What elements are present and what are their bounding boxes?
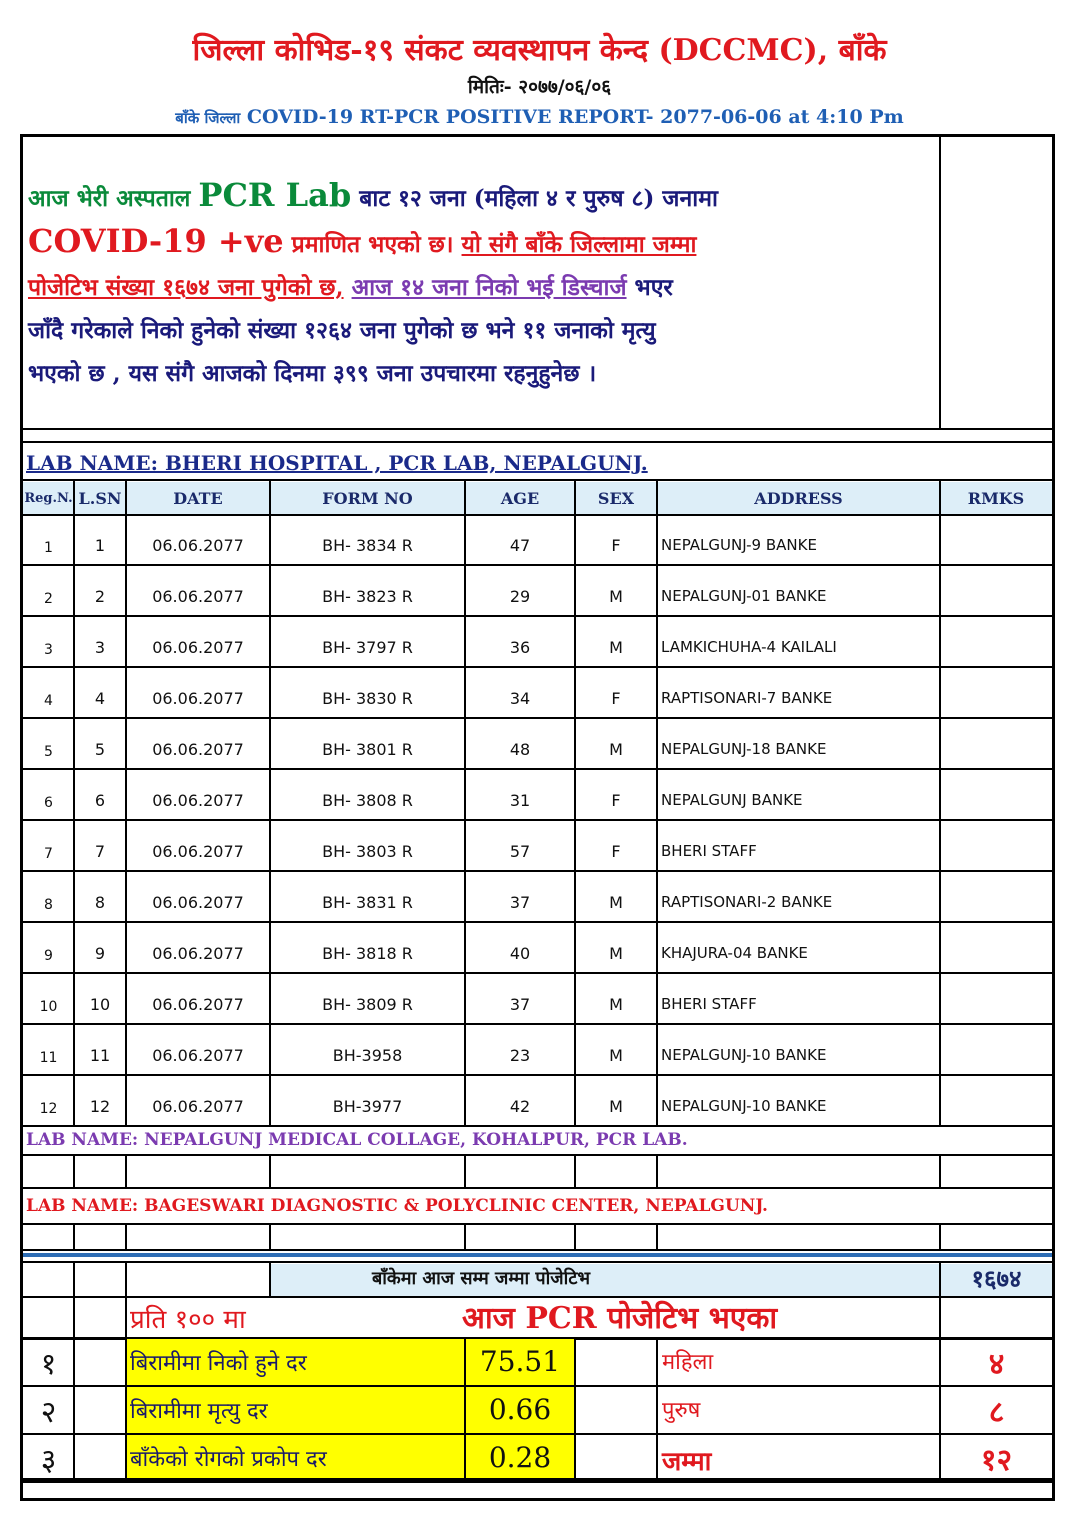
rate-number: १ (40, 1347, 57, 1382)
rule (464, 1156, 466, 1187)
rule (574, 1225, 576, 1249)
cell-regn: 3 (44, 642, 53, 658)
gender-label: पुरुष (662, 1398, 701, 1423)
rule (23, 514, 1052, 516)
notice-text: आज १४ जना निको भई डिस्चार्ज (351, 274, 627, 301)
cell-sex: M (609, 740, 623, 759)
col-header-sex: SEX (597, 489, 635, 508)
rule (939, 1225, 941, 1249)
cell-date: 06.06.2077 (152, 638, 244, 657)
rate-label: बिरामीमा मृत्यु दर (130, 1399, 268, 1424)
cell-form-no: BH- 3834 R (322, 536, 413, 555)
gender-label: जम्मा (662, 1447, 712, 1477)
cell-lsn: 12 (89, 1097, 111, 1116)
rule (269, 1263, 271, 1297)
cell-sex: F (611, 842, 621, 861)
cell-form-no: BH-3977 (332, 1097, 403, 1116)
rule (269, 481, 271, 1126)
cell-age: 29 (509, 587, 531, 606)
col-header-rmks: RMKS (967, 489, 1025, 508)
col-header-lsn: L.SN (78, 489, 122, 508)
cell-address: NEPALGUNJ-01 BANKE (661, 587, 827, 605)
rule (574, 1338, 576, 1386)
rate-label: बाँकेको रोगको प्रकोप दर (130, 1447, 327, 1472)
cell-date: 06.06.2077 (152, 995, 244, 1014)
cell-regn: 7 (44, 846, 53, 862)
rule (23, 441, 1052, 443)
cell-age: 42 (509, 1097, 531, 1116)
rule (23, 428, 1052, 430)
report-district: बाँके जिल्ला (175, 109, 241, 127)
cell-sex: M (609, 1097, 623, 1116)
rule (23, 921, 1052, 923)
cell-address: RAPTISONARI-7 BANKE (661, 689, 833, 707)
gender-count: १२ (980, 1443, 1013, 1478)
notice-text: पोजेटिभ संख्या १६७४ जना पुगेको छ, (28, 274, 344, 301)
cell-sex: M (609, 944, 623, 963)
cell-date: 06.06.2077 (152, 689, 244, 708)
total-positive-label: बाँकेमा आज सम्म जम्मा पोजेटिभ (371, 1268, 591, 1289)
cell-form-no: BH- 3831 R (322, 893, 413, 912)
lab-name-bageswari: LAB NAME: BAGESWARI DIAGNOSTIC & POLYCLINIC CENTER, NEPALGUNJ. (26, 1196, 768, 1216)
cell-lsn: 5 (94, 740, 106, 759)
cell-age: 37 (509, 893, 531, 912)
cell-regn: 8 (44, 897, 53, 913)
lab-name-nmc: LAB NAME: NEPALGUNJ MEDICAL COLLAGE, KOHALPUR, PCR LAB. (26, 1130, 688, 1150)
rate-number: २ (40, 1395, 57, 1430)
notice-text: COVID-19 +ve (28, 222, 284, 260)
col-header-address: ADDRESS (754, 489, 843, 508)
rule (23, 1478, 1052, 1481)
rule (23, 1296, 1052, 1298)
rate-value: 0.66 (488, 1393, 552, 1426)
cell-sex: F (611, 536, 621, 555)
cell-age: 48 (509, 740, 531, 759)
cell-address: NEPALGUNJ BANKE (661, 791, 803, 809)
cell-form-no: BH- 3797 R (322, 638, 413, 657)
cell-sex: M (609, 893, 623, 912)
report-subtitle (0, 106, 1079, 128)
notice-text: बाट १२ जना (महिला ४ र पुरुष ८) जनामा (359, 185, 718, 212)
col-header-regn: Reg.N. (24, 491, 73, 506)
cell-form-no: BH- 3830 R (322, 689, 413, 708)
cell-address: NEPALGUNJ-18 BANKE (661, 740, 827, 758)
cell-address: LAMKICHUHA-4 KAILALI (661, 638, 837, 656)
gender-count: ४ (988, 1347, 1005, 1382)
rate-value: 0.28 (488, 1441, 552, 1474)
cell-date: 06.06.2077 (152, 893, 244, 912)
rule (23, 1074, 1052, 1076)
rate-label: बिरामीमा निको हुने दर (130, 1351, 307, 1376)
rule (656, 1434, 658, 1482)
rule (269, 1156, 271, 1187)
cell-regn: 4 (44, 693, 53, 709)
notice-text: प्रमाणित भएको छ। (283, 231, 454, 258)
notice-text: यो संगै बाँके जिल्लामा जम्मा (461, 231, 697, 258)
rule (23, 717, 1052, 719)
cell-address: NEPALGUNJ-9 BANKE (661, 536, 817, 554)
gender-label: महिला (662, 1350, 714, 1375)
cell-lsn: 7 (94, 842, 106, 861)
col-header-date: DATE (173, 489, 223, 508)
rule (656, 1338, 658, 1386)
today-pcr-positive-title (462, 1296, 777, 1337)
rule (574, 481, 576, 1126)
cell-lsn: 6 (94, 791, 106, 810)
rule (23, 768, 1052, 770)
cell-sex: M (609, 995, 623, 1014)
cell-regn: 10 (39, 999, 58, 1015)
cell-regn: 12 (39, 1101, 58, 1117)
rule (574, 1156, 576, 1187)
rule (23, 564, 1052, 566)
cell-form-no: BH- 3808 R (322, 791, 413, 810)
cell-form-no: BH- 3803 R (322, 842, 413, 861)
col-header-form-no: FORM NO (322, 489, 413, 508)
cell-regn: 2 (44, 591, 53, 607)
rule (23, 666, 1052, 668)
rate-value: 75.51 (479, 1345, 561, 1378)
rule (574, 1434, 576, 1482)
rule (656, 1386, 658, 1434)
cell-age: 57 (509, 842, 531, 861)
notice-paragraph (28, 174, 933, 395)
cell-age: 23 (509, 1046, 531, 1065)
rule (23, 479, 1052, 481)
cell-date: 06.06.2077 (152, 536, 244, 555)
rule (269, 1225, 271, 1249)
rule (23, 1187, 1052, 1189)
report-title-nepali: जिल्ला कोभिड-१९ संकट व्यवस्थापन केन्द (DCCMC), बाँके (192, 33, 887, 68)
notice-text: आज भेरी अस्पताल (28, 185, 191, 212)
rule (574, 1386, 576, 1434)
rule (656, 481, 658, 1126)
section-band (23, 1253, 1052, 1257)
cell-age: 31 (509, 791, 531, 810)
cell-lsn: 11 (89, 1046, 111, 1065)
rule (464, 481, 466, 1126)
cell-lsn: 9 (94, 944, 106, 963)
notice-text: जाँदै गरेकाले निको हुनेको संख्या १२६४ जना पुगेको छ भने ११ जनाको मृत्यु (28, 317, 656, 344)
rule (939, 481, 941, 1126)
cell-date: 06.06.2077 (152, 1097, 244, 1116)
cell-date: 06.06.2077 (152, 587, 244, 606)
rule (23, 819, 1052, 821)
rule (939, 1156, 941, 1187)
cell-sex: M (609, 1046, 623, 1065)
rule (23, 615, 1052, 617)
cell-sex: F (611, 689, 621, 708)
today-pcr-text: PCR (525, 1301, 597, 1336)
cell-date: 06.06.2077 (152, 740, 244, 759)
cell-lsn: 10 (89, 995, 111, 1014)
rule (125, 1156, 127, 1187)
notice-divider (939, 137, 941, 429)
cell-lsn: 4 (94, 689, 106, 708)
col-header-age: AGE (500, 489, 540, 508)
cell-date: 06.06.2077 (152, 791, 244, 810)
cell-age: 47 (509, 536, 531, 555)
rule (23, 1023, 1052, 1025)
rule (23, 1249, 1052, 1251)
cell-address: NEPALGUNJ-10 BANKE (661, 1097, 827, 1115)
cell-lsn: 3 (94, 638, 106, 657)
cell-address: BHERI STAFF (661, 842, 757, 860)
cell-sex: M (609, 638, 623, 657)
rule (73, 1156, 75, 1187)
rule (23, 1154, 1052, 1156)
gender-count: ८ (988, 1395, 1005, 1430)
cell-age: 36 (509, 638, 531, 657)
rate-number: ३ (40, 1443, 57, 1478)
cell-form-no: BH- 3801 R (322, 740, 413, 759)
cell-form-no: BH- 3809 R (322, 995, 413, 1014)
cell-address: RAPTISONARI-2 BANKE (661, 893, 833, 911)
cell-address: BHERI STAFF (661, 995, 757, 1013)
rule (23, 1125, 1052, 1127)
cell-address: NEPALGUNJ-10 BANKE (661, 1046, 827, 1064)
rule (23, 972, 1052, 974)
rule (23, 1261, 1052, 1263)
cell-regn: 6 (44, 795, 53, 811)
cell-regn: 5 (44, 744, 53, 760)
cell-sex: M (609, 587, 623, 606)
cell-form-no: BH- 3818 R (322, 944, 413, 963)
rule (73, 1225, 75, 1249)
cell-lsn: 2 (94, 587, 106, 606)
cell-sex: F (611, 791, 621, 810)
cell-regn: 11 (39, 1050, 58, 1066)
cell-address: KHAJURA-04 BANKE (661, 944, 808, 962)
cell-age: 40 (509, 944, 531, 963)
notice-text: PCR Lab (198, 176, 352, 214)
cell-lsn: 1 (94, 536, 106, 555)
rule (656, 1156, 658, 1187)
today-pcr-text: पोजेटिभ भएका (596, 1301, 778, 1336)
rule (23, 1481, 1052, 1483)
today-pcr-text: आज (462, 1301, 526, 1336)
notice-text: भएर (626, 274, 673, 301)
cell-regn: 1 (44, 540, 53, 556)
cell-regn: 9 (44, 948, 53, 964)
cell-date: 06.06.2077 (152, 944, 244, 963)
cell-form-no: BH-3958 (332, 1046, 403, 1065)
rule (23, 1223, 1052, 1225)
cell-age: 37 (509, 995, 531, 1014)
lab-name-bheri: LAB NAME: BHERI HOSPITAL , PCR LAB, NEPALGUNJ. (26, 451, 648, 475)
rule (73, 481, 75, 1126)
rule (656, 1225, 658, 1249)
rule (125, 1225, 127, 1249)
total-positive-value: १६७४ (971, 1264, 1022, 1293)
cell-date: 06.06.2077 (152, 1046, 244, 1065)
cell-date: 06.06.2077 (152, 842, 244, 861)
report-name: COVID-19 RT-PCR POSITIVE REPORT- 2077-06-06 at 4:10 Pm (246, 106, 904, 128)
cell-form-no: BH- 3823 R (322, 587, 413, 606)
per-hundred-label: प्रति १०० मा (130, 1305, 246, 1335)
cell-lsn: 8 (94, 893, 106, 912)
cell-age: 34 (509, 689, 531, 708)
rule (464, 1225, 466, 1249)
rule (125, 481, 127, 1126)
rule (23, 870, 1052, 872)
report-date: मितिः- २०७७/०६/०६ (467, 76, 612, 98)
notice-text: भएको छ , यस संगै आजको दिनमा ३९९ जना उपचारमा रहनुहुनेछ । (28, 360, 597, 387)
